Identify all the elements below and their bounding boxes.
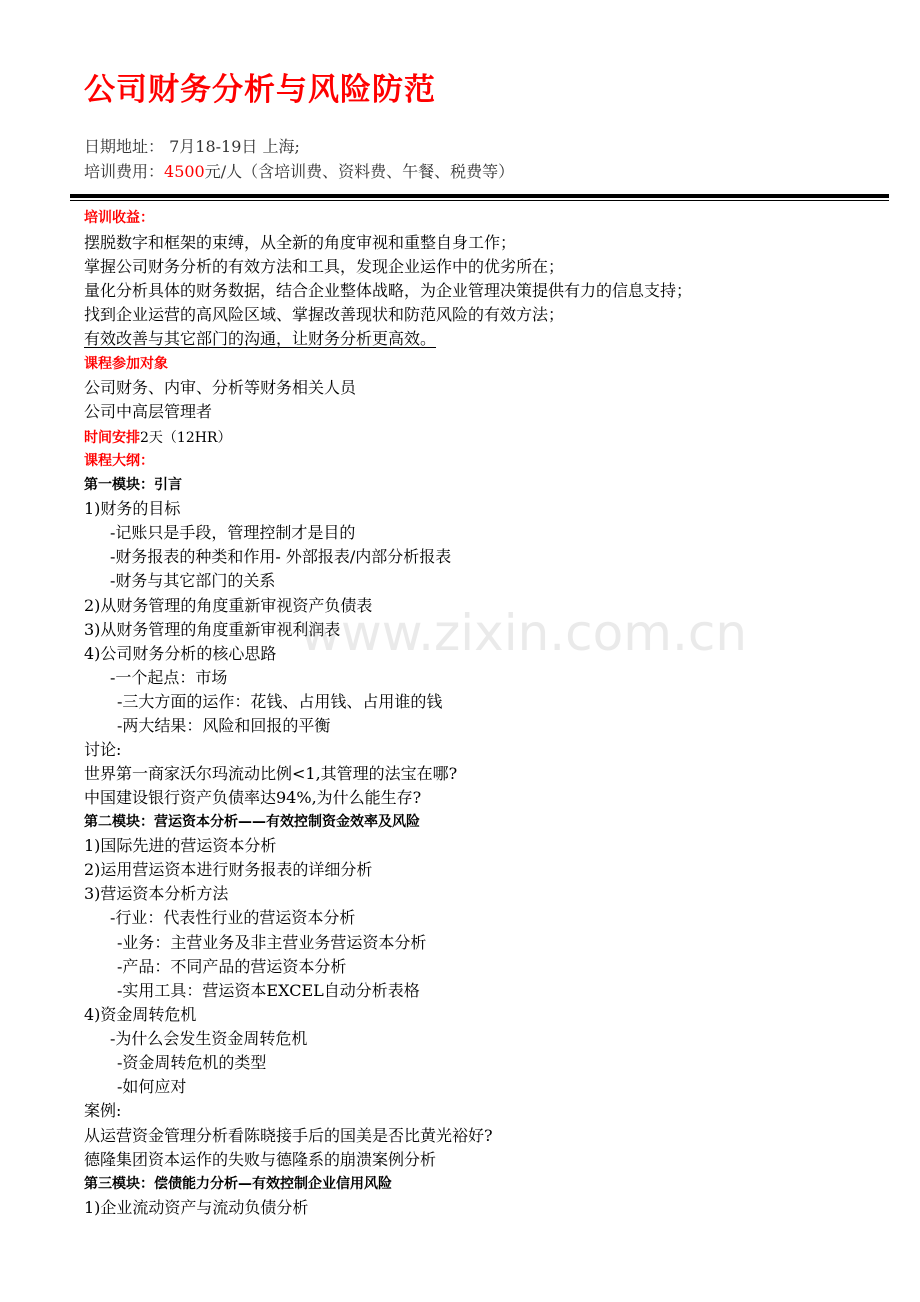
- audience-item: 公司中高层管理者: [84, 402, 213, 421]
- time-row: [84, 427, 231, 448]
- outline-line: 2)运用营运资本进行财务报表的详细分析: [84, 860, 373, 879]
- outline-line: -记账只是手段，管理控制才是目的: [110, 523, 356, 542]
- audience-item: 公司财务、内审、分析等财务相关人员: [84, 378, 357, 397]
- benefits-heading: 培训收益：: [84, 210, 154, 226]
- benefit-item: 有效改善与其它部门的沟通，让财务分析更高效。: [84, 329, 437, 348]
- outline-line: -财务与其它部门的关系: [110, 571, 276, 590]
- outline-line: 案例:: [84, 1101, 122, 1120]
- watermark: www.zixin.com.cn: [300, 604, 748, 662]
- outline-line: -行业：代表性行业的营运资本分析: [110, 908, 356, 927]
- outline-line: 4)资金周转危机: [84, 1005, 197, 1024]
- fee-details: 元/人（含培训费、资料费、午餐、税费等）: [204, 162, 515, 181]
- outline-line: 世界第一商家沃尔玛流动比例<1,其管理的法宝在哪?: [84, 764, 458, 783]
- date-location-line: 日期地址： 7月18-19日 上海;: [84, 137, 300, 156]
- outline-line: -业务：主营业务及非主营业务营运资本分析: [117, 933, 427, 952]
- outline-line: 从运营资金管理分析看陈晓接手后的国美是否比黄光裕好?: [84, 1126, 493, 1145]
- outline-line: -产品：不同产品的营运资本分析: [117, 957, 347, 976]
- header-divider-thick: [70, 194, 889, 198]
- outline-line: 中国建设银行资产负债率达94%,为什么能生存?: [84, 788, 422, 807]
- outline-line: 1)国际先进的营运资本分析: [84, 836, 277, 855]
- benefit-item: 掌握公司财务分析的有效方法和工具，发现企业运作中的优劣所在；: [84, 257, 565, 276]
- outline-line: -资金周转危机的类型: [117, 1053, 267, 1072]
- outline-line: -财务报表的种类和作用- 外部报表/内部分析报表: [110, 547, 452, 566]
- module-2-title: 第二模块：营运资本分析——有效控制资金效率及风险: [84, 814, 420, 830]
- fee-label: 培训费用：: [84, 162, 165, 181]
- time-value: 2天（12HR）: [140, 430, 232, 446]
- benefit-item: 量化分析具体的财务数据，结合企业整体战略，为企业管理决策提供有力的信息支持；: [84, 281, 693, 300]
- outline-line: -如何应对: [117, 1077, 187, 1096]
- outline-line: 2)从财务管理的角度重新审视资产负债表: [84, 596, 373, 615]
- outline-line: 讨论:: [84, 740, 122, 759]
- outline-line: 1)财务的目标: [84, 499, 181, 518]
- outline-line: 3)从财务管理的角度重新审视利润表: [84, 620, 341, 639]
- time-heading: 时间安排: [84, 430, 140, 446]
- outline-line: -为什么会发生资金周转危机: [110, 1029, 308, 1048]
- outline-line: 4)公司财务分析的核心思路: [84, 644, 277, 663]
- benefit-item: 摆脱数字和框架的束缚，从全新的角度审视和重整自身工作；: [84, 233, 517, 252]
- outline-line: 1)企业流动资产与流动负债分析: [84, 1198, 309, 1217]
- outline-line: -三大方面的运作：花钱、占用钱、占用谁的钱: [117, 692, 443, 711]
- outline-heading: 课程大纲：: [84, 453, 154, 469]
- fee-amount: 4500: [164, 162, 205, 181]
- module-3-title: 第三模块：偿债能力分析—有效控制企业信用风险: [84, 1176, 392, 1192]
- outline-line: 德隆集团资本运作的失败与德隆系的崩溃案例分析: [84, 1150, 437, 1169]
- outline-line: -两大结果：风险和回报的平衡: [117, 716, 331, 735]
- outline-line: -一个起点：市场: [110, 668, 228, 687]
- outline-line: -实用工具：营运资本EXCEL自动分析表格: [117, 981, 420, 1000]
- fee-line: [84, 159, 514, 182]
- outline-line: 3)营运资本分析方法: [84, 884, 229, 903]
- benefit-item: 找到企业运营的高风险区域、掌握改善现状和防范风险的有效方法；: [84, 305, 565, 324]
- document-title: 公司财务分析与风险防范: [84, 72, 436, 108]
- module-1-title: 第一模块：引言: [84, 477, 182, 493]
- audience-heading: 课程参加对象: [84, 356, 168, 372]
- header-divider-thin: [70, 200, 889, 201]
